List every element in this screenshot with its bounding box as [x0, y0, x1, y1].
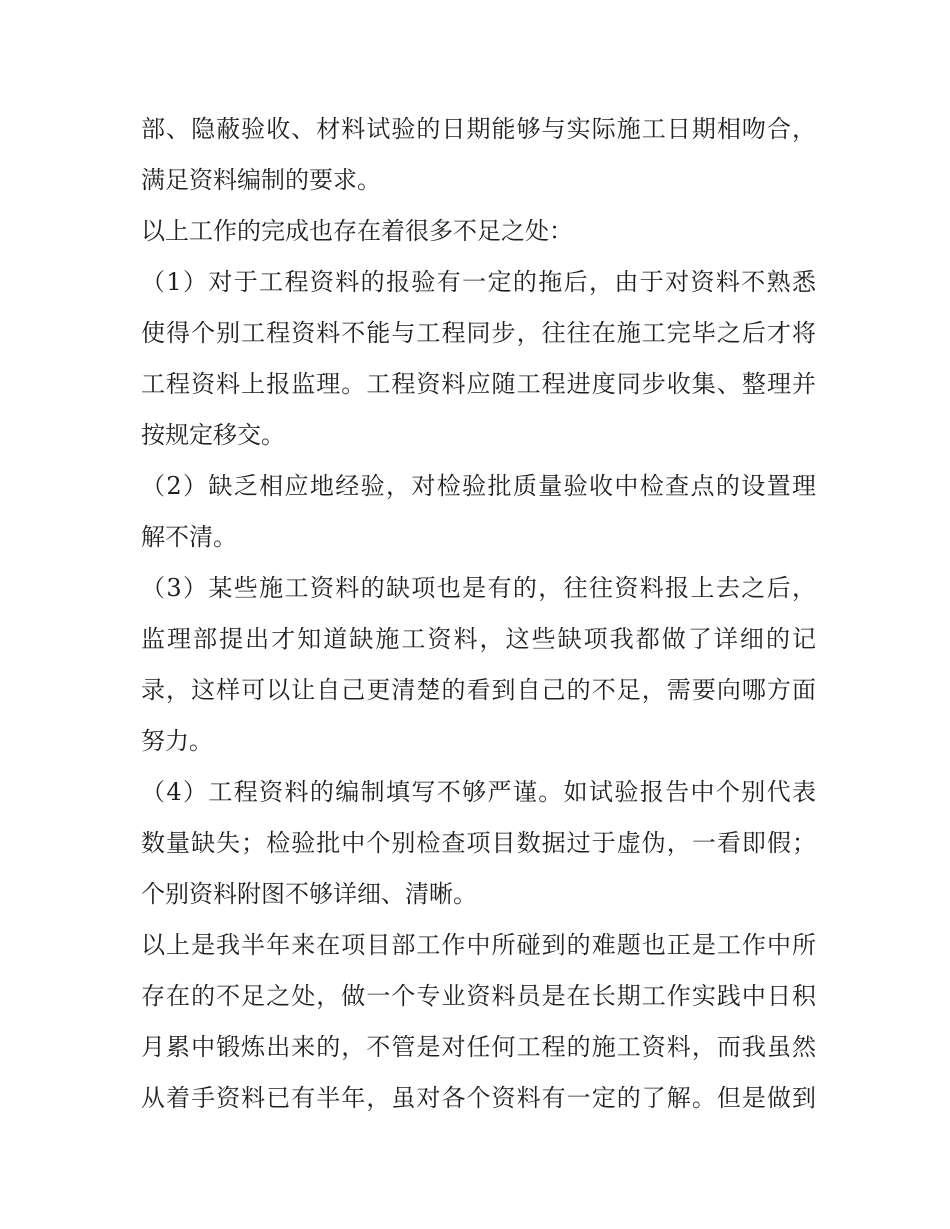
text-line: 存在的不足之处，做一个专业资料员是在长期工作实践中日积 — [141, 982, 816, 1010]
text-line: 以上是我半年来在项目部工作中所碰到的难题也正是工作中所 — [141, 931, 816, 959]
text-line: 以上工作的完成也存在着很多不足之处： — [141, 217, 573, 245]
text-line: 月累中锻炼出来的，不管是对任何工程的施工资料，而我虽然 — [141, 1033, 816, 1061]
text-line: 从着手资料已有半年，虽对各个资料有一定的了解。但是做到 — [141, 1084, 816, 1112]
text-line: 使得个别工程资料不能与工程同步，往往在施工完毕之后才将 — [141, 319, 816, 347]
text-line: 监理部提出才知道缺施工资料，这些缺项我都做了详细的记 — [141, 625, 816, 653]
text-line: 数量缺失；检验批中个别检查项目数据过于虚伪，一看即假； — [141, 829, 816, 857]
text-line: 解不清。 — [141, 523, 237, 551]
body-text — [141, 104, 816, 1124]
text-line: 个别资料附图不够详细、清晰。 — [141, 880, 477, 908]
text-line: （4）工程资料的编制填写不够严谨。如试验报告中个别代表 — [141, 778, 816, 806]
text-line: （2）缺乏相应地经验，对检验批质量验收中检查点的设置理 — [141, 472, 816, 500]
text-line: （3）某些施工资料的缺项也是有的，往往资料报上去之后， — [141, 574, 816, 602]
text-line: 按规定移交。 — [141, 421, 285, 449]
text-line: （1）对于工程资料的报验有一定的拖后，由于对资料不熟悉 — [141, 268, 816, 296]
text-line: 部、隐蔽验收、材料试验的日期能够与实际施工日期相吻合， — [141, 115, 816, 143]
text-line: 满足资料编制的要求。 — [141, 166, 381, 194]
text-line: 录，这样可以让自己更清楚的看到自己的不足，需要向哪方面 — [141, 676, 816, 704]
text-line: 工程资料上报监理。工程资料应随工程进度同步收集、整理并 — [141, 370, 816, 398]
text-line: 努力。 — [141, 727, 213, 755]
